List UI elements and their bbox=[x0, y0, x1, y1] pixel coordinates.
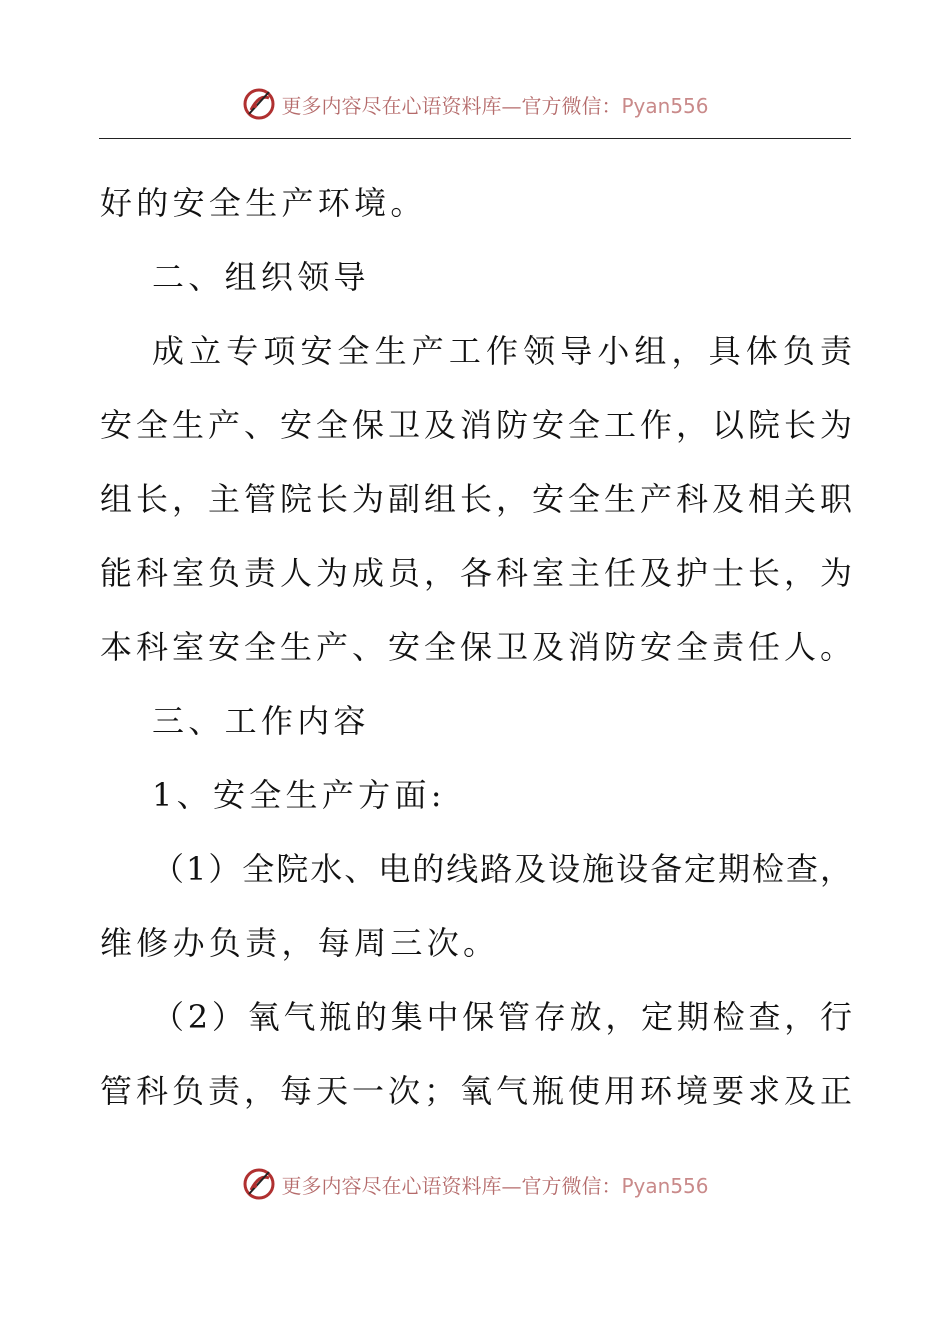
footer-watermark bbox=[0, 1164, 950, 1204]
seal-logo-icon bbox=[241, 86, 277, 122]
text-line: 能科室负责人为成员，各科室主任及护士长，为 bbox=[100, 554, 852, 592]
subsection-heading: 1、安全生产方面: bbox=[152, 776, 446, 814]
text-line: （2）氧气瓶的集中保管存放，定期检查，行 bbox=[152, 998, 852, 1036]
header-watermark bbox=[0, 84, 950, 124]
text-line: 安全生产、安全保卫及消防安全工作，以院长为 bbox=[100, 406, 852, 444]
text-line: 组长，主管院长为副组长，安全生产科及相关职 bbox=[100, 480, 852, 518]
text-line: 成立专项安全生产工作领导小组，具体负责 bbox=[152, 332, 852, 370]
document-body bbox=[100, 166, 852, 1128]
watermark-text: 更多内容尽在心语资料库—官方微信：Pyan556 bbox=[281, 1173, 709, 1198]
text-line: 本科室安全生产、安全保卫及消防安全责任人。 bbox=[100, 628, 852, 666]
header-rule bbox=[99, 138, 851, 139]
text-line: （1）全院水、电的线路及设施设备定期检查， bbox=[152, 850, 852, 888]
text-line: 好的安全生产环境。 bbox=[100, 184, 427, 222]
text-line: 维修办负责，每周三次。 bbox=[100, 924, 500, 962]
watermark-handle: Pyan556 bbox=[621, 1173, 709, 1198]
watermark-text: 更多内容尽在心语资料库—官方微信：Pyan556 bbox=[281, 93, 709, 118]
seal-logo-icon bbox=[241, 1166, 277, 1202]
section-heading: 二、组织领导 bbox=[152, 258, 370, 296]
text-line: 管科负责，每天一次；氧气瓶使用环境要求及正 bbox=[100, 1072, 852, 1110]
watermark-handle: Pyan556 bbox=[621, 93, 709, 118]
section-heading: 三、工作内容 bbox=[152, 702, 370, 740]
